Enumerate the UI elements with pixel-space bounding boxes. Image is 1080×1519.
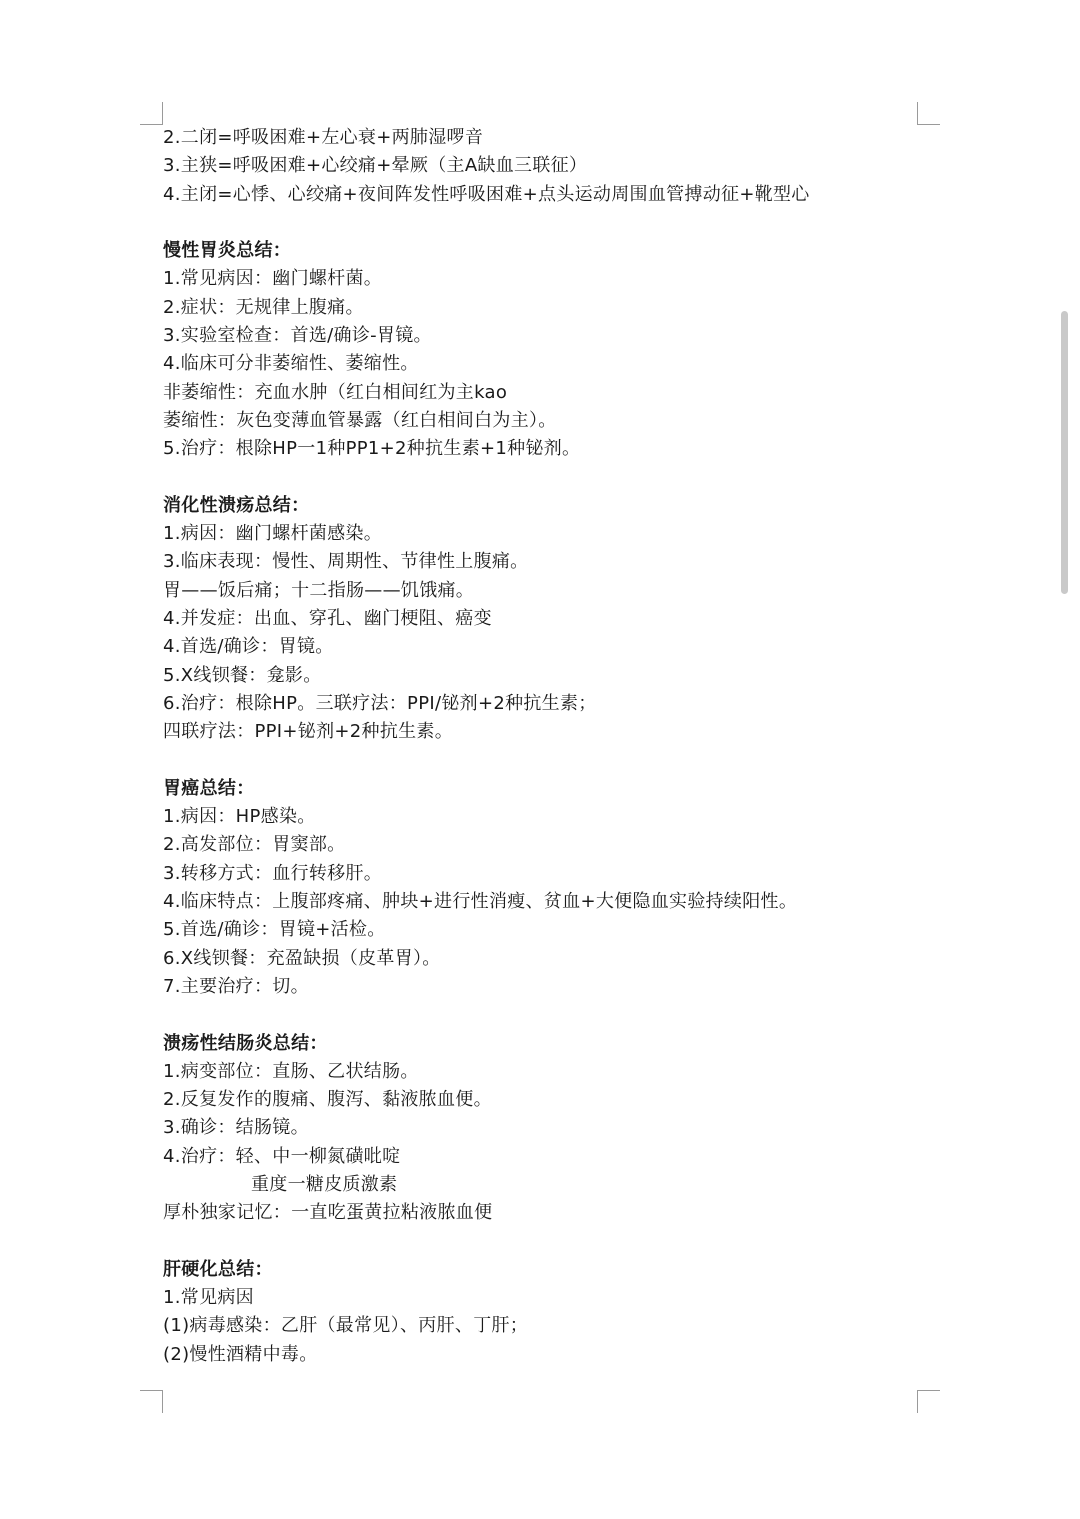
text-line: 4.主闭=心悸、心绞痛+夜间阵发性呼吸困难+点头运动周围血管搏动征+靴型心 bbox=[163, 183, 810, 205]
text-line: 7.主要治疗：切。 bbox=[163, 975, 309, 997]
text-line: 3.确诊：结肠镜。 bbox=[163, 1117, 309, 1139]
section-ulcerative-colitis bbox=[163, 1030, 903, 1228]
section-heading: 溃疡性结肠炎总结： bbox=[163, 1032, 328, 1054]
text-line: 1.常见病因 bbox=[163, 1287, 254, 1309]
section-peptic-ulcer bbox=[163, 492, 903, 747]
text-line: 5.首选/确诊：胃镜+活检。 bbox=[163, 919, 386, 941]
page-corner-mark-bottom-right bbox=[917, 1390, 940, 1413]
text-line: 6.X线钡餐：充盈缺损（皮革胃）。 bbox=[163, 947, 441, 969]
text-line-indented: 重度一糖皮质激素 bbox=[251, 1173, 398, 1195]
text-line: 3.转移方式：血行转移肝。 bbox=[163, 862, 383, 884]
text-line: 3.主狭=呼吸困难+心绞痛+晕厥（主A缺血三联征） bbox=[163, 155, 588, 177]
paragraph-gap bbox=[163, 747, 903, 775]
text-line: 胃——饭后痛；十二指肠——饥饿痛。 bbox=[163, 579, 475, 601]
section-cirrhosis bbox=[163, 1256, 903, 1369]
text-line: 3.实验室检查：首选/确诊-胃镜。 bbox=[163, 325, 432, 347]
paragraph-gap bbox=[163, 1228, 903, 1256]
section-heading: 肝硬化总结： bbox=[163, 1258, 273, 1280]
section-chronic-gastritis bbox=[163, 237, 903, 463]
text-line: 1.病因：HP感染。 bbox=[163, 806, 316, 828]
text-line: 4.并发症：出血、穿孔、幽门梗阻、癌变 bbox=[163, 608, 492, 630]
section-heading: 慢性胃炎总结： bbox=[163, 240, 292, 262]
paragraph-gap bbox=[163, 464, 903, 492]
text-line: (1)病毒感染：乙肝（最常见）、丙肝、丁肝； bbox=[163, 1315, 529, 1337]
text-line: 5.治疗：根除HP一1种PP1+2种抗生素+1种铋剂。 bbox=[163, 438, 581, 460]
text-line: 2.反复发作的腹痛、腹泻、黏液脓血便。 bbox=[163, 1089, 492, 1111]
text-line: 萎缩性：灰色变薄血管暴露（红白相间白为主）。 bbox=[163, 409, 557, 431]
paragraph-gap bbox=[163, 1001, 903, 1029]
text-line: 2.症状：无规律上腹痛。 bbox=[163, 296, 364, 318]
text-line: 4.临床可分非萎缩性、萎缩性。 bbox=[163, 353, 419, 375]
section-valve-disease bbox=[163, 124, 903, 209]
document-body bbox=[163, 124, 903, 1369]
text-line: 厚朴独家记忆：一直吃蛋黄拉粘液脓血便 bbox=[163, 1202, 493, 1224]
text-line: 1.病变部位：直肠、乙状结肠。 bbox=[163, 1060, 419, 1082]
text-line: 2.高发部位：胃窦部。 bbox=[163, 834, 346, 856]
text-line: 5.X线钡餐：龛影。 bbox=[163, 664, 322, 686]
text-line: 非萎缩性：充血水肿（红白相间红为主kao bbox=[163, 381, 508, 403]
text-line: 4.治疗：轻、中一柳氮磺吡啶 bbox=[163, 1145, 401, 1167]
text-line: 4.首选/确诊：胃镜。 bbox=[163, 636, 334, 658]
vertical-scrollbar-thumb[interactable] bbox=[1061, 311, 1068, 594]
page-corner-mark-bottom-left bbox=[140, 1390, 163, 1413]
section-heading: 消化性溃疡总结： bbox=[163, 494, 310, 516]
text-line: 1.常见病因：幽门螺杆菌。 bbox=[163, 268, 383, 290]
text-line: 四联疗法：PPI+铋剂+2种抗生素。 bbox=[163, 721, 454, 743]
section-gastric-cancer bbox=[163, 775, 903, 1001]
section-heading: 胃癌总结： bbox=[163, 777, 255, 799]
text-line: 1.病因：幽门螺杆菌感染。 bbox=[163, 523, 383, 545]
paragraph-gap bbox=[163, 209, 903, 237]
page-corner-mark-top-right bbox=[917, 102, 940, 125]
page-corner-mark-top-left bbox=[140, 102, 163, 125]
text-line: 6.治疗：根除HP。三联疗法：PPI/铋剂+2种抗生素； bbox=[163, 692, 597, 714]
text-line: (2)慢性酒精中毒。 bbox=[163, 1343, 318, 1365]
text-line: 3.临床表现：慢性、周期性、节律性上腹痛。 bbox=[163, 551, 529, 573]
text-line: 4.临床特点：上腹部疼痛、肿块+进行性消瘦、贫血+大便隐血实验持续阳性。 bbox=[163, 891, 798, 913]
text-line: 2.二闭=呼吸困难+左心衰+两肺湿啰音 bbox=[163, 127, 484, 148]
